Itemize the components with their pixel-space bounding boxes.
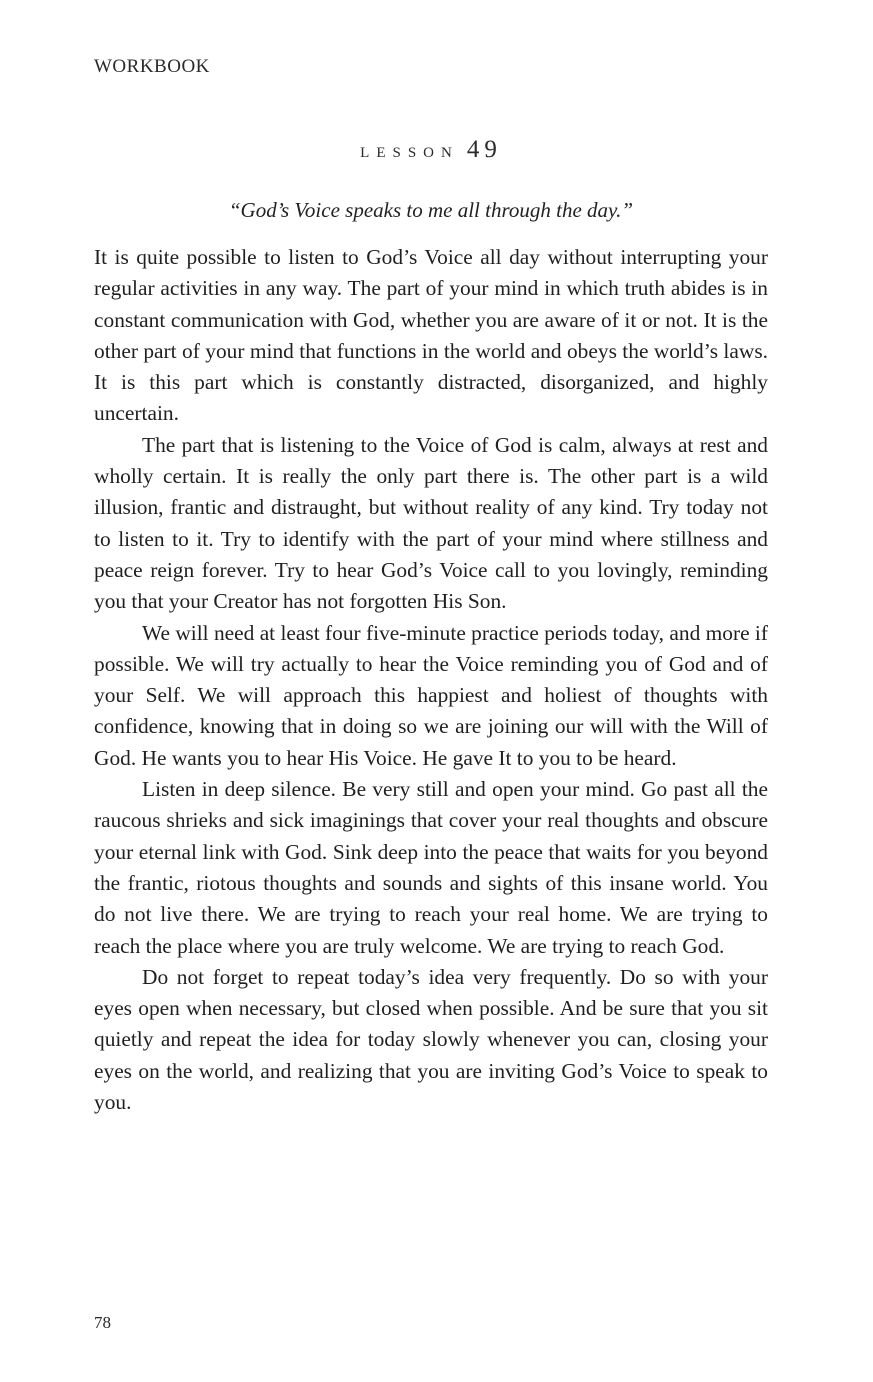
lesson-title-quote: “God’s Voice speaks to me all through the day.” bbox=[228, 198, 634, 222]
lesson-body bbox=[94, 242, 768, 1118]
paragraph-2: The part that is listening to the Voice of God is calm, always at rest and wholly certain. It is really the only part there is. The other part is a wild illusion, frantic and distraught, but without reality of any kind. Try today not to listen to it. Try to identify with the part of your mind where stillness and peace reign forever. Try to hear God’s Voice call to you lovingly, reminding you that your Creator has not forgotten His Son. bbox=[94, 432, 768, 614]
lesson-number: 49 bbox=[466, 136, 502, 163]
running-head: WORKBOOK bbox=[94, 56, 210, 77]
page-number: 78 bbox=[94, 1313, 111, 1332]
paragraph-1: It is quite possible to listen to God’s Voice all day without interrupting your regular activities in any way. The part of your mind in which truth abides is in constant communication with God, whether you are aware of it or not. It is the other part of your mind that functions in the world and obeys the world’s laws. It is this part which is constantly distracted, disorganized, and highly uncertain. bbox=[94, 245, 768, 426]
paragraph-5: Do not forget to repeat today’s idea very frequently. Do so with your eyes open when necessary, but closed when possible. And be sure that you sit quietly and repeat the idea for today slowly whenever you can, closing your eyes on the world, and realizing that you are inviting God’s Voice to speak to you. bbox=[94, 964, 768, 1115]
paragraph-4: Listen in deep silence. Be very still and open your mind. Go past all the raucous shrieks and sick imaginings that cover your real thoughts and obscure your eternal link with God. Sink deep into the peace that waits for you beyond the frantic, riotous thoughts and sounds and sights of this insane world. You do not live there. We are trying to reach your real home. We are trying to reach the place where you are truly welcome. We are trying to reach God. bbox=[94, 777, 768, 958]
lesson-label: lesson bbox=[360, 137, 459, 162]
paragraph-3: We will need at least four five-minute practice periods today, and more if possible. We will try actually to hear the Voice reminding you of God and of your Self. We will approach this happiest and holiest of thoughts with confidence, knowing that in doing so we are joining our will with the Will of God. He wants you to hear His Voice. He gave It to you to be heard. bbox=[94, 620, 768, 770]
lesson-heading bbox=[94, 136, 768, 164]
